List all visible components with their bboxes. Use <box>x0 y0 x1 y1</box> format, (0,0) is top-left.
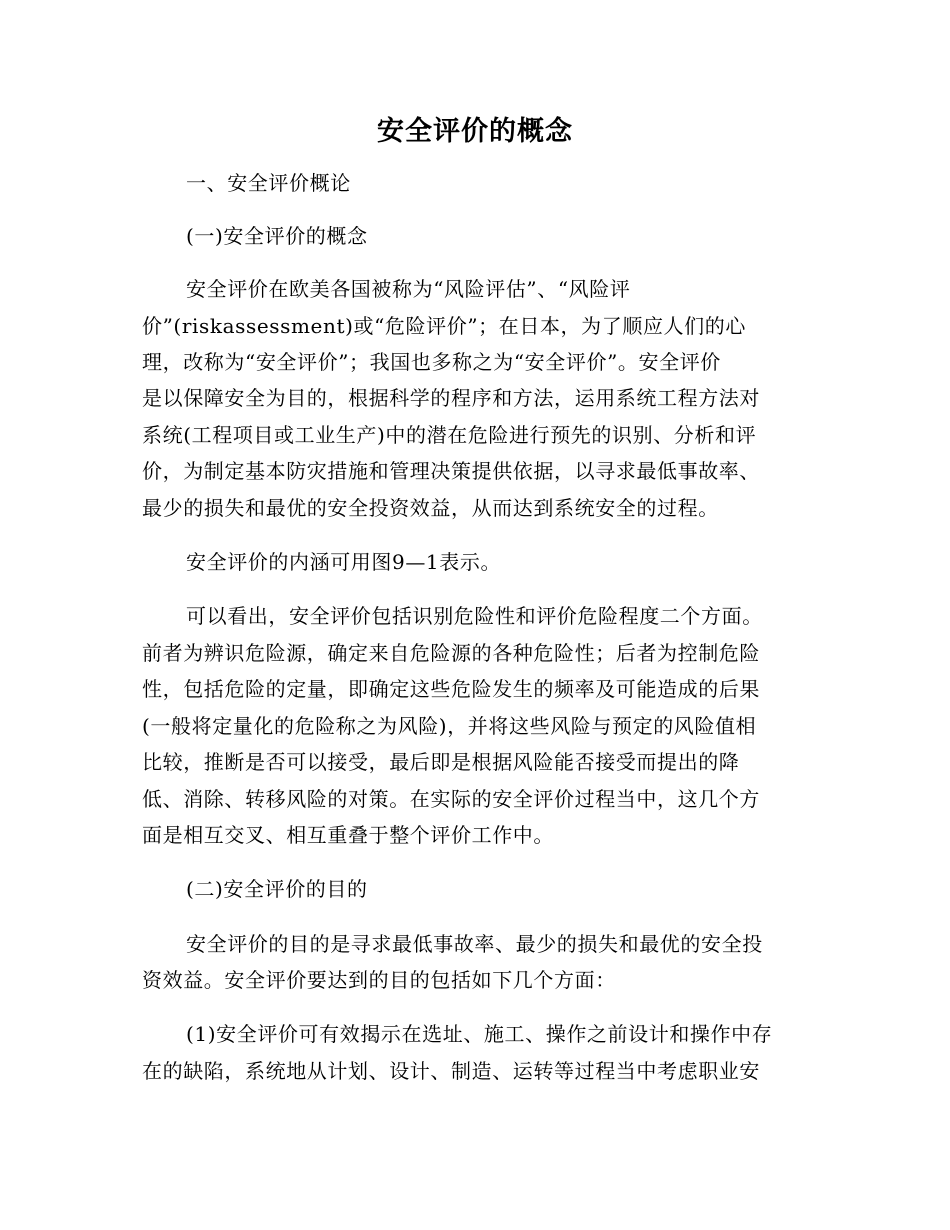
document-title: 安全评价的概念 <box>377 116 573 147</box>
paragraph-line: 是以保障安全为目的，根据科学的程序和方法，运用系统工程方法对 <box>142 386 760 410</box>
paragraph-line: 最少的损失和最优的安全投资效益，从而达到系统安全的过程。 <box>142 496 719 520</box>
paragraph-line: 资效益。安全评价要达到的目的包括如下几个方面： <box>142 968 616 992</box>
paragraph-line: 在的缺陷，系统地从计划、设计、制造、运转等过程当中考虑职业安 <box>142 1059 760 1083</box>
paragraph-line: 前者为辨识危险源，确定来自危险源的各种危险性；后者为控制危险 <box>142 641 760 665</box>
paragraph-line: 面是相互交叉、相互重叠于整个评价工作中。 <box>142 823 554 847</box>
paragraph-line: (1)安全评价可有效揭示在选址、施工、操作之前设计和操作中存 <box>186 1022 773 1046</box>
paragraph-line: 价，为制定基本防灾措施和管理决策提供依据，以寻求最低事故率、 <box>142 459 760 483</box>
paragraph-line: 可以看出，安全评价包括识别危险性和评价危险程度二个方面。 <box>186 604 763 628</box>
paragraph-line: 比较，推断是否可以接受，最后即是根据风险能否接受而提出的降 <box>142 750 740 774</box>
paragraph-line: 价”(riskassessment)或“危险评价”；在日本，为了顺应人们的心 <box>142 314 746 338</box>
paragraph-line: 低、消除、转移风险的对策。在实际的安全评价过程当中，这几个方 <box>142 787 760 811</box>
paragraph-line: 安全评价在欧美各国被称为“风险评估”、“风险评 <box>186 277 631 301</box>
section-heading-1: 一、安全评价概论 <box>186 171 351 195</box>
paragraph-line: 理，改称为“安全评价”；我国也多称之为“安全评价”。安全评价 <box>142 350 721 374</box>
subsection-heading-1: (一)安全评价的概念 <box>186 224 368 248</box>
subsection-heading-2: (二)安全评价的目的 <box>186 877 368 901</box>
paragraph-line: 系统(工程项目或工业生产)中的潜在危险进行预先的识别、分析和评 <box>142 423 757 447</box>
paragraph-line: 安全评价的目的是寻求最低事故率、最少的损失和最优的安全投 <box>186 932 763 956</box>
paragraph-line: (一般将定量化的危险称之为风险)，并将这些风险与预定的风险值相 <box>142 714 757 738</box>
paragraph-line: 性，包括危险的定量，即确定这些危险发生的频率及可能造成的后果 <box>142 677 760 701</box>
paragraph-line: 安全评价的内涵可用图9—1表示。 <box>186 550 502 574</box>
